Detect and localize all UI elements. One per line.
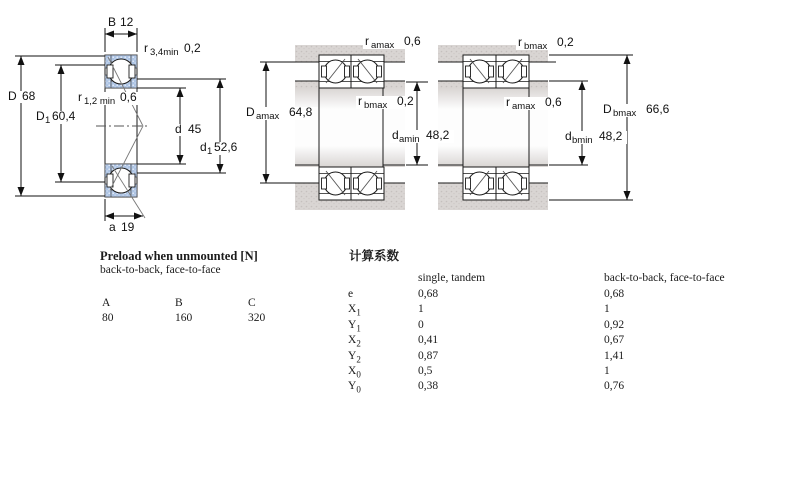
factor-label: $X_1$ <box>348 303 361 318</box>
bearing-section <box>496 167 529 200</box>
dim-damin: d <box>392 128 399 142</box>
svg-text:64,8: 64,8 <box>289 105 313 119</box>
dim-d: d <box>175 122 182 136</box>
factor-value-single: 0,87 <box>418 349 439 362</box>
preload-col-c: C <box>248 297 256 309</box>
factor-value-paired: 0,92 <box>604 318 625 331</box>
svg-text:0,2: 0,2 <box>184 41 201 55</box>
dim-D: D <box>8 89 17 103</box>
bearing-section <box>319 167 352 200</box>
preload-value-row <box>102 311 321 326</box>
svg-text:48,2: 48,2 <box>426 128 450 142</box>
bearing-section <box>463 55 496 88</box>
svg-text:68: 68 <box>22 89 36 103</box>
factor-label: $X_0$ <box>348 364 361 380</box>
svg-text:1: 1 <box>45 115 51 126</box>
bearing-technical-drawings <box>0 0 800 245</box>
dim-rbmax-b: r <box>518 35 522 49</box>
bearing-section <box>463 167 496 200</box>
factor-value-single: 0,41 <box>418 334 439 347</box>
preload-table <box>102 296 321 325</box>
factors-table <box>348 288 624 396</box>
factor-value-single: 0 <box>418 318 424 331</box>
factor-value-paired: 0,76 <box>604 380 625 393</box>
svg-text:66,6: 66,6 <box>646 102 670 116</box>
factor-row-y1 <box>348 319 624 334</box>
preload-title: Preload when unmounted [N] <box>100 249 258 263</box>
svg-text:1: 1 <box>207 146 213 157</box>
dim-B: B <box>108 15 117 29</box>
factor-label: $Y_2$ <box>348 349 361 364</box>
factors-col2-header: back-to-back, face-to-face <box>604 272 725 284</box>
factor-value-paired: 1,41 <box>604 349 625 362</box>
factor-value-paired: 0,67 <box>604 334 625 347</box>
dim-r34: r <box>144 41 148 55</box>
factor-value-single: 0,68 <box>418 288 439 300</box>
preload-subtitle: back-to-back, face-to-face <box>100 264 221 276</box>
dim-a: a <box>109 220 116 234</box>
preload-value-c: 320 <box>248 311 266 324</box>
mounting-drawing-a <box>295 45 405 210</box>
factor-value-paired: 0,68 <box>604 288 625 300</box>
preload-value-a: 80 <box>102 311 114 324</box>
preload-value-b: 160 <box>175 311 193 324</box>
factor-value-single: 0,38 <box>418 380 439 393</box>
svg-text:52,6: 52,6 <box>214 140 238 154</box>
factor-row-e <box>348 288 624 303</box>
factor-value-paired: 1 <box>604 303 610 316</box>
dim-ramax-a: r <box>365 34 369 48</box>
svg-text:0,2: 0,2 <box>557 35 574 49</box>
factor-value-single: 1 <box>418 303 424 316</box>
svg-text:60,4: 60,4 <box>52 109 76 123</box>
svg-text:48,2: 48,2 <box>599 129 623 143</box>
bearing-section <box>351 55 384 88</box>
bearing-section <box>351 167 384 200</box>
factor-label: $X_2$ <box>348 334 361 349</box>
svg-text:0,6: 0,6 <box>545 95 562 109</box>
factor-row-x1 <box>348 303 624 318</box>
factor-row-y0 <box>348 380 624 395</box>
svg-text:0,6: 0,6 <box>120 90 137 104</box>
svg-text:amax: amax <box>256 111 280 122</box>
svg-text:bmax: bmax <box>613 108 637 119</box>
svg-text:0,2: 0,2 <box>397 94 414 108</box>
factor-label: $Y_0$ <box>348 380 361 395</box>
dim-D1: D <box>36 109 45 123</box>
factor-row-x0 <box>348 365 624 380</box>
factors-title: 计算系数 <box>349 249 400 263</box>
dim-Damax: D <box>246 105 255 119</box>
svg-text:bmax: bmax <box>524 41 548 52</box>
svg-text:bmin: bmin <box>572 135 593 146</box>
svg-text:12: 12 <box>120 15 134 29</box>
factors-col1-header: single, tandem <box>418 272 486 284</box>
factor-label: e <box>348 288 354 300</box>
factor-value-paired: 1 <box>604 364 610 377</box>
mounting-drawing-b <box>438 45 556 210</box>
dim-ramax-b: r <box>506 95 510 109</box>
svg-text:3,4min: 3,4min <box>150 47 179 58</box>
preload-col-b: B <box>175 297 183 309</box>
factor-value-single: 0,5 <box>418 364 433 377</box>
factor-label: $Y_1$ <box>348 318 361 334</box>
svg-text:bmax: bmax <box>364 100 388 111</box>
preload-col-a: A <box>102 297 111 309</box>
dim-r12: r <box>78 90 82 104</box>
svg-text:19: 19 <box>121 220 135 234</box>
dim-rbmax-a: r <box>358 94 362 108</box>
bearing-section <box>319 55 352 88</box>
preload-header-row <box>102 296 321 311</box>
svg-text:0,6: 0,6 <box>404 34 421 48</box>
svg-text:amax: amax <box>512 101 536 112</box>
dim-d1: d <box>200 140 207 154</box>
svg-text:amax: amax <box>371 40 395 51</box>
dim-Dbmax: D <box>603 102 612 116</box>
svg-text:45: 45 <box>188 122 202 136</box>
svg-text:amin: amin <box>399 134 420 145</box>
bearing-section <box>496 55 529 88</box>
svg-text:1,2 min: 1,2 min <box>84 96 116 107</box>
dim-dbmin: d <box>565 129 572 143</box>
factor-row-x2 <box>348 334 624 349</box>
factor-row-y2 <box>348 350 624 365</box>
